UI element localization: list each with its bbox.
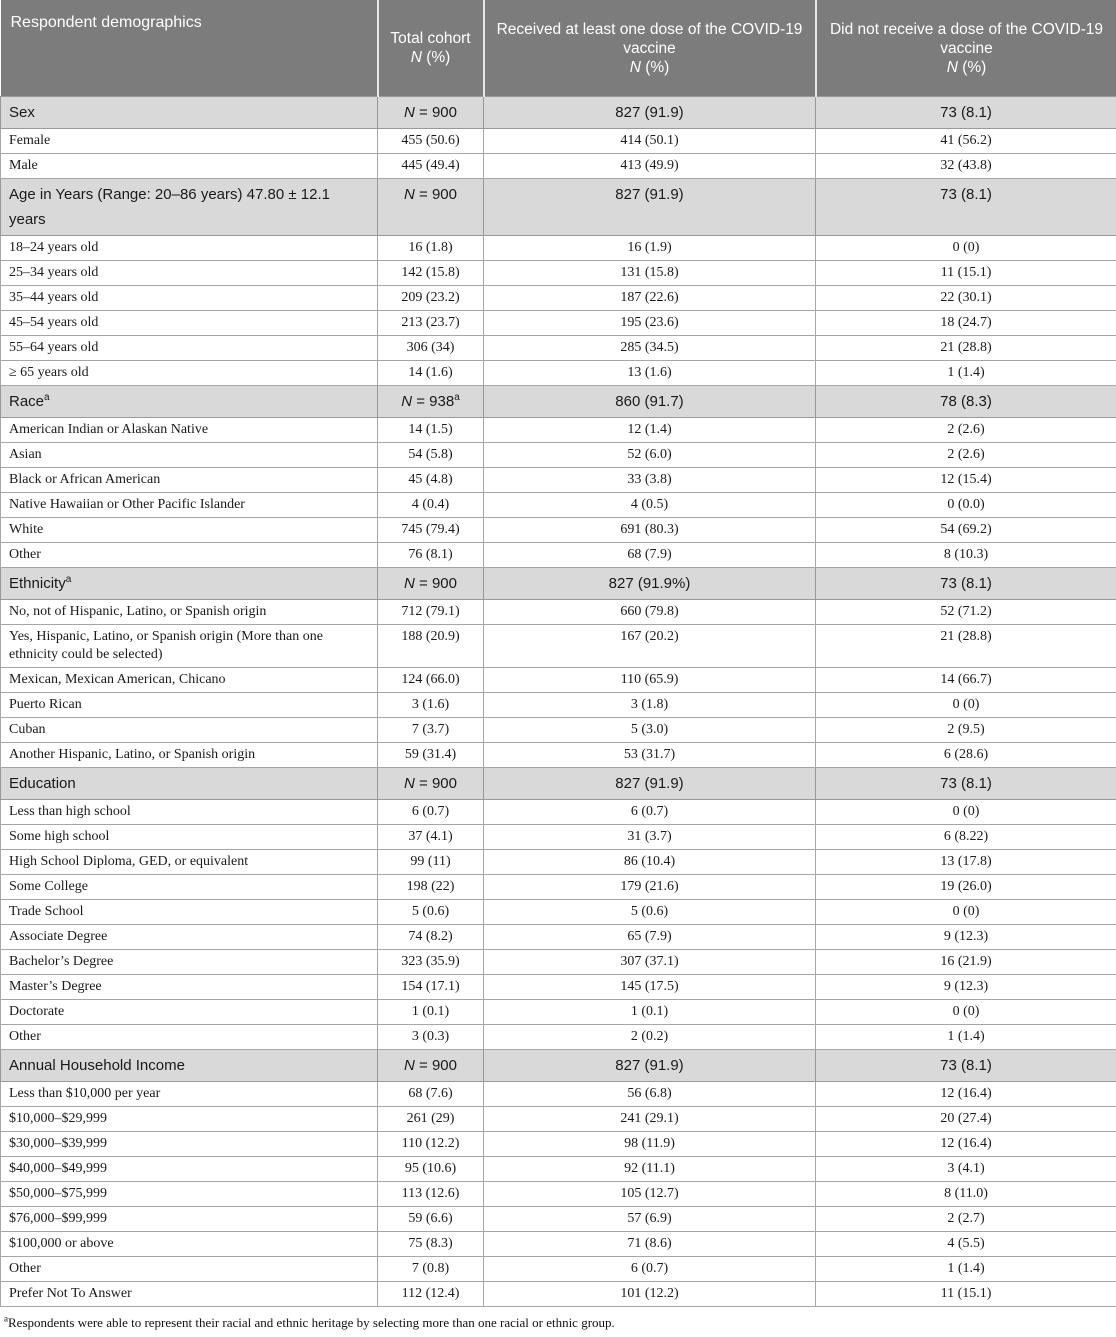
row-vaccinated-cell: 2 (0.2): [484, 1025, 816, 1050]
table-row: [1, 1282, 1116, 1307]
row-label-cell: Prefer Not To Answer: [1, 1282, 378, 1307]
row-unvaccinated-cell: 20 (27.4): [816, 1107, 1116, 1132]
row-total-cell: 3 (1.6): [378, 693, 484, 718]
row-vaccinated-cell: 31 (3.7): [484, 825, 816, 850]
table-row: [1, 1000, 1116, 1025]
row-total-cell: 209 (23.2): [378, 286, 484, 311]
section-unvaccinated-cell: 73 (8.1): [816, 97, 1116, 129]
row-vaccinated-cell: 110 (65.9): [484, 668, 816, 693]
table-row: [1, 693, 1116, 718]
table-row: [1, 1257, 1116, 1282]
row-label-cell: Doctorate: [1, 1000, 378, 1025]
row-total-cell: 745 (79.4): [378, 518, 484, 543]
row-total-cell: 7 (3.7): [378, 718, 484, 743]
row-vaccinated-cell: 53 (31.7): [484, 743, 816, 768]
table-row: [1, 311, 1116, 336]
row-total-cell: 5 (0.6): [378, 900, 484, 925]
row-label-cell: $40,000–$49,999: [1, 1157, 378, 1182]
row-label-cell: No, not of Hispanic, Latino, or Spanish origin: [1, 600, 378, 625]
row-vaccinated-cell: 105 (12.7): [484, 1182, 816, 1207]
row-total-cell: 213 (23.7): [378, 311, 484, 336]
row-vaccinated-cell: 92 (11.1): [484, 1157, 816, 1182]
col-header-label: Total cohort: [385, 29, 477, 48]
section-label-cell: Age in Years (Range: 20–86 years) 47.80 ± 12.1 years: [1, 179, 378, 236]
row-unvaccinated-cell: 12 (16.4): [816, 1082, 1116, 1107]
row-vaccinated-cell: 285 (34.5): [484, 336, 816, 361]
table-row: [1, 261, 1116, 286]
row-label-cell: $30,000–$39,999: [1, 1132, 378, 1157]
table-row: [1, 1207, 1116, 1232]
row-total-cell: 75 (8.3): [378, 1232, 484, 1257]
row-vaccinated-cell: 691 (80.3): [484, 518, 816, 543]
row-label-cell: $100,000 or above: [1, 1232, 378, 1257]
table-row: [1, 129, 1116, 154]
row-unvaccinated-cell: 0 (0): [816, 236, 1116, 261]
footnote-text: Respondents were able to represent their racial and ethnic heritage by selecting more than one racial or ethnic group.: [8, 1315, 615, 1330]
row-label-cell: 35–44 years old: [1, 286, 378, 311]
row-label-cell: Master’s Degree: [1, 975, 378, 1000]
row-vaccinated-cell: 65 (7.9): [484, 925, 816, 950]
row-total-cell: 110 (12.2): [378, 1132, 484, 1157]
row-label-cell: 45–54 years old: [1, 311, 378, 336]
row-label-cell: American Indian or Alaskan Native: [1, 418, 378, 443]
row-unvaccinated-cell: 19 (26.0): [816, 875, 1116, 900]
section-label-cell: Sex: [1, 97, 378, 129]
row-total-cell: 1 (0.1): [378, 1000, 484, 1025]
row-unvaccinated-cell: 0 (0.0): [816, 493, 1116, 518]
table-row: [1, 154, 1116, 179]
row-vaccinated-cell: 16 (1.9): [484, 236, 816, 261]
row-unvaccinated-cell: 13 (17.8): [816, 850, 1116, 875]
row-vaccinated-cell: 1 (0.1): [484, 1000, 816, 1025]
section-unvaccinated-cell: 78 (8.3): [816, 386, 1116, 418]
row-total-cell: 154 (17.1): [378, 975, 484, 1000]
row-label-cell: Native Hawaiian or Other Pacific Islander: [1, 493, 378, 518]
row-vaccinated-cell: 13 (1.6): [484, 361, 816, 386]
row-vaccinated-cell: 4 (0.5): [484, 493, 816, 518]
section-row: [1, 179, 1116, 236]
row-total-cell: 7 (0.8): [378, 1257, 484, 1282]
section-vaccinated-cell: 827 (91.9): [484, 1050, 816, 1082]
row-label-cell: Asian: [1, 443, 378, 468]
table-row: [1, 236, 1116, 261]
row-vaccinated-cell: 98 (11.9): [484, 1132, 816, 1157]
row-label-cell: Some College: [1, 875, 378, 900]
row-vaccinated-cell: 33 (3.8): [484, 468, 816, 493]
row-vaccinated-cell: 187 (22.6): [484, 286, 816, 311]
col-header-label: Received at least one dose of the COVID-19 vaccine: [491, 20, 809, 58]
row-unvaccinated-cell: 54 (69.2): [816, 518, 1116, 543]
row-vaccinated-cell: 12 (1.4): [484, 418, 816, 443]
row-total-cell: 455 (50.6): [378, 129, 484, 154]
row-label-cell: High School Diploma, GED, or equivalent: [1, 850, 378, 875]
table-row: [1, 1082, 1116, 1107]
row-label-cell: 55–64 years old: [1, 336, 378, 361]
row-unvaccinated-cell: 21 (28.8): [816, 336, 1116, 361]
row-unvaccinated-cell: 14 (66.7): [816, 668, 1116, 693]
col-header-sublabel: N (%): [385, 48, 477, 67]
section-unvaccinated-cell: 73 (8.1): [816, 1050, 1116, 1082]
row-unvaccinated-cell: 32 (43.8): [816, 154, 1116, 179]
table-row: [1, 468, 1116, 493]
row-total-cell: 14 (1.6): [378, 361, 484, 386]
section-total-cell: N = 900: [378, 179, 484, 236]
row-unvaccinated-cell: 3 (4.1): [816, 1157, 1116, 1182]
col-header-label: Did not receive a dose of the COVID-19 vaccine: [823, 20, 1111, 58]
section-unvaccinated-cell: 73 (8.1): [816, 568, 1116, 600]
row-label-cell: Another Hispanic, Latino, or Spanish origin: [1, 743, 378, 768]
row-label-cell: Black or African American: [1, 468, 378, 493]
row-vaccinated-cell: 660 (79.8): [484, 600, 816, 625]
row-total-cell: 323 (35.9): [378, 950, 484, 975]
row-total-cell: 124 (66.0): [378, 668, 484, 693]
row-vaccinated-cell: 307 (37.1): [484, 950, 816, 975]
row-unvaccinated-cell: 9 (12.3): [816, 975, 1116, 1000]
row-vaccinated-cell: 167 (20.2): [484, 625, 816, 668]
row-label-cell: Less than $10,000 per year: [1, 1082, 378, 1107]
row-unvaccinated-cell: 12 (16.4): [816, 1132, 1116, 1157]
row-total-cell: 198 (22): [378, 875, 484, 900]
col-header-total-cohort: [378, 0, 484, 97]
table-row: [1, 668, 1116, 693]
row-unvaccinated-cell: 0 (0): [816, 1000, 1116, 1025]
footnote-marker: a: [4, 1314, 8, 1324]
row-unvaccinated-cell: 8 (10.3): [816, 543, 1116, 568]
section-row: [1, 1050, 1116, 1082]
row-total-cell: 16 (1.8): [378, 236, 484, 261]
row-label-cell: $76,000–$99,999: [1, 1207, 378, 1232]
col-header-vaccinated: [484, 0, 816, 97]
section-vaccinated-cell: 827 (91.9): [484, 97, 816, 129]
row-total-cell: 4 (0.4): [378, 493, 484, 518]
row-unvaccinated-cell: 52 (71.2): [816, 600, 1116, 625]
col-header-label: Respondent demographics: [11, 14, 202, 31]
table-row: [1, 975, 1116, 1000]
section-row: [1, 386, 1116, 418]
row-unvaccinated-cell: 0 (0): [816, 693, 1116, 718]
section-total-cell: N = 900: [378, 768, 484, 800]
row-total-cell: 306 (34): [378, 336, 484, 361]
row-label-cell: Other: [1, 1025, 378, 1050]
row-total-cell: 45 (4.8): [378, 468, 484, 493]
table-row: [1, 825, 1116, 850]
row-vaccinated-cell: 71 (8.6): [484, 1232, 816, 1257]
table-row: [1, 443, 1116, 468]
row-total-cell: 68 (7.6): [378, 1082, 484, 1107]
table-row: [1, 925, 1116, 950]
section-label-cell: Education: [1, 768, 378, 800]
row-vaccinated-cell: 56 (6.8): [484, 1082, 816, 1107]
row-vaccinated-cell: 3 (1.8): [484, 693, 816, 718]
row-vaccinated-cell: 241 (29.1): [484, 1107, 816, 1132]
table-row: [1, 1182, 1116, 1207]
table-row: [1, 1157, 1116, 1182]
row-total-cell: 59 (31.4): [378, 743, 484, 768]
row-total-cell: 112 (12.4): [378, 1282, 484, 1307]
col-header-sublabel: N (%): [823, 58, 1111, 77]
section-vaccinated-cell: 827 (91.9): [484, 179, 816, 236]
table-row: [1, 361, 1116, 386]
row-total-cell: 99 (11): [378, 850, 484, 875]
row-vaccinated-cell: 57 (6.9): [484, 1207, 816, 1232]
row-label-cell: Less than high school: [1, 800, 378, 825]
row-total-cell: 712 (79.1): [378, 600, 484, 625]
row-unvaccinated-cell: 12 (15.4): [816, 468, 1116, 493]
section-row: [1, 568, 1116, 600]
row-unvaccinated-cell: 2 (2.6): [816, 418, 1116, 443]
row-vaccinated-cell: 52 (6.0): [484, 443, 816, 468]
row-unvaccinated-cell: 41 (56.2): [816, 129, 1116, 154]
row-total-cell: 59 (6.6): [378, 1207, 484, 1232]
section-label-cell: Race$^a$: [1, 386, 378, 418]
table-row: [1, 743, 1116, 768]
row-label-cell: White: [1, 518, 378, 543]
row-total-cell: 6 (0.7): [378, 800, 484, 825]
row-label-cell: Yes, Hispanic, Latino, or Spanish origin (More than one ethnicity could be selected): [1, 625, 378, 668]
table-row: [1, 286, 1116, 311]
row-vaccinated-cell: 6 (0.7): [484, 1257, 816, 1282]
row-total-cell: 95 (10.6): [378, 1157, 484, 1182]
row-label-cell: Associate Degree: [1, 925, 378, 950]
table-row: [1, 600, 1116, 625]
row-total-cell: 188 (20.9): [378, 625, 484, 668]
row-total-cell: 54 (5.8): [378, 443, 484, 468]
row-unvaccinated-cell: 9 (12.3): [816, 925, 1116, 950]
row-vaccinated-cell: 145 (17.5): [484, 975, 816, 1000]
row-label-cell: Some high school: [1, 825, 378, 850]
table-row: [1, 543, 1116, 568]
section-row: [1, 97, 1116, 129]
table-row: [1, 418, 1116, 443]
table-row: [1, 336, 1116, 361]
row-vaccinated-cell: 131 (15.8): [484, 261, 816, 286]
row-unvaccinated-cell: 2 (2.7): [816, 1207, 1116, 1232]
row-label-cell: Bachelor’s Degree: [1, 950, 378, 975]
table-row: [1, 950, 1116, 975]
row-total-cell: 76 (8.1): [378, 543, 484, 568]
col-header-demographics: [1, 0, 378, 97]
row-unvaccinated-cell: 6 (8.22): [816, 825, 1116, 850]
row-label-cell: Cuban: [1, 718, 378, 743]
row-vaccinated-cell: 179 (21.6): [484, 875, 816, 900]
row-total-cell: 14 (1.5): [378, 418, 484, 443]
row-label-cell: 25–34 years old: [1, 261, 378, 286]
row-unvaccinated-cell: 11 (15.1): [816, 1282, 1116, 1307]
section-total-cell: $N = 938^a$: [378, 386, 484, 418]
row-total-cell: 74 (8.2): [378, 925, 484, 950]
row-label-cell: $50,000–$75,999: [1, 1182, 378, 1207]
row-label-cell: Other: [1, 1257, 378, 1282]
row-vaccinated-cell: 414 (50.1): [484, 129, 816, 154]
row-unvaccinated-cell: 0 (0): [816, 900, 1116, 925]
row-vaccinated-cell: 101 (12.2): [484, 1282, 816, 1307]
row-vaccinated-cell: 5 (3.0): [484, 718, 816, 743]
row-label-cell: ≥ 65 years old: [1, 361, 378, 386]
row-vaccinated-cell: 413 (49.9): [484, 154, 816, 179]
row-vaccinated-cell: 86 (10.4): [484, 850, 816, 875]
row-total-cell: 142 (15.8): [378, 261, 484, 286]
row-unvaccinated-cell: 2 (9.5): [816, 718, 1116, 743]
footnote: [0, 1307, 1116, 1337]
table-row: [1, 625, 1116, 668]
table-row: [1, 800, 1116, 825]
row-total-cell: 3 (0.3): [378, 1025, 484, 1050]
row-unvaccinated-cell: 18 (24.7): [816, 311, 1116, 336]
row-label-cell: 18–24 years old: [1, 236, 378, 261]
row-vaccinated-cell: 195 (23.6): [484, 311, 816, 336]
table-header: [1, 0, 1116, 97]
row-unvaccinated-cell: 22 (30.1): [816, 286, 1116, 311]
row-label-cell: Female: [1, 129, 378, 154]
section-total-cell: N = 900: [378, 568, 484, 600]
row-label-cell: Male: [1, 154, 378, 179]
row-unvaccinated-cell: 0 (0): [816, 800, 1116, 825]
table-row: [1, 1107, 1116, 1132]
section-unvaccinated-cell: 73 (8.1): [816, 768, 1116, 800]
row-total-cell: 113 (12.6): [378, 1182, 484, 1207]
row-unvaccinated-cell: 1 (1.4): [816, 361, 1116, 386]
row-unvaccinated-cell: 16 (21.9): [816, 950, 1116, 975]
table-row: [1, 718, 1116, 743]
table-row: [1, 900, 1116, 925]
table-row: [1, 1232, 1116, 1257]
table-row: [1, 1025, 1116, 1050]
row-total-cell: 37 (4.1): [378, 825, 484, 850]
section-label-cell: Ethnicity$^a$: [1, 568, 378, 600]
row-unvaccinated-cell: 1 (1.4): [816, 1025, 1116, 1050]
row-total-cell: 445 (49.4): [378, 154, 484, 179]
section-row: [1, 768, 1116, 800]
row-unvaccinated-cell: 4 (5.5): [816, 1232, 1116, 1257]
row-label-cell: $10,000–$29,999: [1, 1107, 378, 1132]
table-row: [1, 850, 1116, 875]
section-vaccinated-cell: 827 (91.9%): [484, 568, 816, 600]
col-header-sublabel: N (%): [491, 58, 809, 77]
section-unvaccinated-cell: 73 (8.1): [816, 179, 1116, 236]
table-row: [1, 493, 1116, 518]
table-row: [1, 1132, 1116, 1157]
table-body: [1, 97, 1116, 1307]
row-unvaccinated-cell: 8 (11.0): [816, 1182, 1116, 1207]
section-vaccinated-cell: 827 (91.9): [484, 768, 816, 800]
header-row: [1, 0, 1116, 97]
row-vaccinated-cell: 5 (0.6): [484, 900, 816, 925]
row-vaccinated-cell: 6 (0.7): [484, 800, 816, 825]
row-label-cell: Other: [1, 543, 378, 568]
row-label-cell: Mexican, Mexican American, Chicano: [1, 668, 378, 693]
row-unvaccinated-cell: 21 (28.8): [816, 625, 1116, 668]
section-vaccinated-cell: 860 (91.7): [484, 386, 816, 418]
col-header-unvaccinated: [816, 0, 1116, 97]
row-unvaccinated-cell: 11 (15.1): [816, 261, 1116, 286]
row-unvaccinated-cell: 6 (28.6): [816, 743, 1116, 768]
table-row: [1, 875, 1116, 900]
section-total-cell: N = 900: [378, 97, 484, 129]
row-unvaccinated-cell: 1 (1.4): [816, 1257, 1116, 1282]
row-total-cell: 261 (29): [378, 1107, 484, 1132]
section-total-cell: N = 900: [378, 1050, 484, 1082]
section-label-cell: Annual Household Income: [1, 1050, 378, 1082]
row-vaccinated-cell: 68 (7.9): [484, 543, 816, 568]
row-label-cell: Puerto Rican: [1, 693, 378, 718]
row-unvaccinated-cell: 2 (2.6): [816, 443, 1116, 468]
table-row: [1, 518, 1116, 543]
row-label-cell: Trade School: [1, 900, 378, 925]
